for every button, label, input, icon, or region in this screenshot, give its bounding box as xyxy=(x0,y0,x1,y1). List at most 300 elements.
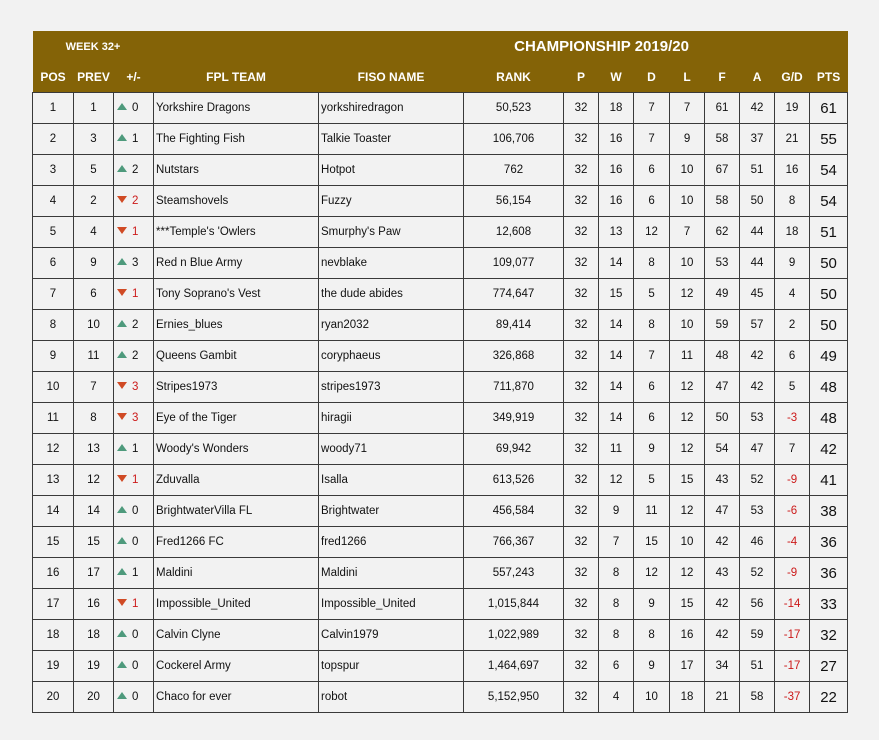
arrow-up-icon xyxy=(117,444,127,451)
rank-cell: 774,647 xyxy=(464,279,564,310)
won-cell: 8 xyxy=(599,558,634,589)
for-cell: 62 xyxy=(705,217,740,248)
goal-diff-cell: -17 xyxy=(775,651,810,682)
move-value: 3 xyxy=(132,256,139,269)
move-value: 1 xyxy=(132,287,139,300)
pos-cell: 14 xyxy=(33,496,74,527)
played-cell: 32 xyxy=(564,93,599,124)
team-cell: Stripes1973 xyxy=(154,372,319,403)
arrow-down-icon xyxy=(117,227,127,234)
table-row xyxy=(33,248,848,279)
played-cell: 32 xyxy=(564,155,599,186)
fiso-name-cell: Brightwater xyxy=(319,496,464,527)
points-cell: 22 xyxy=(810,682,848,713)
points-cell: 42 xyxy=(810,434,848,465)
for-cell: 58 xyxy=(705,124,740,155)
goal-diff-cell: 7 xyxy=(775,434,810,465)
goal-diff-cell: 2 xyxy=(775,310,810,341)
points-cell: 54 xyxy=(810,186,848,217)
pos-cell: 2 xyxy=(33,124,74,155)
rank-cell: 1,015,844 xyxy=(464,589,564,620)
prev-cell: 14 xyxy=(74,496,114,527)
for-cell: 21 xyxy=(705,682,740,713)
table-row xyxy=(33,651,848,682)
fiso-name-cell: the dude abides xyxy=(319,279,464,310)
col-header-prev: PREV xyxy=(74,62,114,93)
table-row xyxy=(33,558,848,589)
table-row xyxy=(33,341,848,372)
drawn-cell: 6 xyxy=(634,186,670,217)
points-cell: 48 xyxy=(810,372,848,403)
pos-cell: 17 xyxy=(33,589,74,620)
against-cell: 53 xyxy=(740,496,775,527)
against-cell: 42 xyxy=(740,341,775,372)
goal-diff-cell: 19 xyxy=(775,93,810,124)
arrow-up-icon xyxy=(117,692,127,699)
against-cell: 42 xyxy=(740,93,775,124)
won-cell: 8 xyxy=(599,620,634,651)
rank-cell: 766,367 xyxy=(464,527,564,558)
team-cell: Impossible_United xyxy=(154,589,319,620)
drawn-cell: 8 xyxy=(634,310,670,341)
against-cell: 44 xyxy=(740,217,775,248)
rank-cell: 109,077 xyxy=(464,248,564,279)
move-value: 2 xyxy=(132,349,139,362)
won-cell: 16 xyxy=(599,186,634,217)
move-value: 0 xyxy=(132,535,139,548)
arrow-down-icon xyxy=(117,196,127,203)
played-cell: 32 xyxy=(564,589,599,620)
goal-diff-cell: 16 xyxy=(775,155,810,186)
arrow-up-icon xyxy=(117,134,127,141)
points-cell: 50 xyxy=(810,248,848,279)
move-cell xyxy=(114,527,154,558)
lost-cell: 7 xyxy=(670,217,705,248)
goal-diff-cell: -37 xyxy=(775,682,810,713)
against-cell: 51 xyxy=(740,155,775,186)
against-cell: 52 xyxy=(740,558,775,589)
move-cell xyxy=(114,589,154,620)
pos-cell: 16 xyxy=(33,558,74,589)
goal-diff-cell: -6 xyxy=(775,496,810,527)
pos-cell: 5 xyxy=(33,217,74,248)
rank-cell: 5,152,950 xyxy=(464,682,564,713)
fiso-name-cell: robot xyxy=(319,682,464,713)
table-row xyxy=(33,682,848,713)
prev-cell: 6 xyxy=(74,279,114,310)
for-cell: 48 xyxy=(705,341,740,372)
prev-cell: 7 xyxy=(74,372,114,403)
played-cell: 32 xyxy=(564,620,599,651)
table-row xyxy=(33,372,848,403)
for-cell: 67 xyxy=(705,155,740,186)
fiso-name-cell: Fuzzy xyxy=(319,186,464,217)
fiso-name-cell: Calvin1979 xyxy=(319,620,464,651)
goal-diff-cell: -4 xyxy=(775,527,810,558)
team-cell: ***Temple's 'Owlers xyxy=(154,217,319,248)
team-cell: Nutstars xyxy=(154,155,319,186)
drawn-cell: 6 xyxy=(634,155,670,186)
fiso-name-cell: hiragii xyxy=(319,403,464,434)
played-cell: 32 xyxy=(564,310,599,341)
won-cell: 7 xyxy=(599,527,634,558)
lost-cell: 10 xyxy=(670,527,705,558)
pos-cell: 13 xyxy=(33,465,74,496)
points-cell: 50 xyxy=(810,279,848,310)
drawn-cell: 7 xyxy=(634,124,670,155)
table-row xyxy=(33,155,848,186)
played-cell: 32 xyxy=(564,558,599,589)
table-row xyxy=(33,186,848,217)
goal-diff-cell: -3 xyxy=(775,403,810,434)
table-row xyxy=(33,403,848,434)
won-cell: 13 xyxy=(599,217,634,248)
fiso-name-cell: woody71 xyxy=(319,434,464,465)
rank-cell: 12,608 xyxy=(464,217,564,248)
fiso-name-cell: Impossible_United xyxy=(319,589,464,620)
lost-cell: 9 xyxy=(670,124,705,155)
goal-diff-cell: 8 xyxy=(775,186,810,217)
for-cell: 50 xyxy=(705,403,740,434)
table-row xyxy=(33,620,848,651)
lost-cell: 12 xyxy=(670,403,705,434)
move-value: 1 xyxy=(132,473,139,486)
points-cell: 50 xyxy=(810,310,848,341)
lost-cell: 15 xyxy=(670,589,705,620)
arrow-up-icon xyxy=(117,165,127,172)
played-cell: 32 xyxy=(564,496,599,527)
lost-cell: 12 xyxy=(670,434,705,465)
goal-diff-cell: 21 xyxy=(775,124,810,155)
move-value: 0 xyxy=(132,659,139,672)
fiso-name-cell: nevblake xyxy=(319,248,464,279)
rank-cell: 711,870 xyxy=(464,372,564,403)
for-cell: 42 xyxy=(705,589,740,620)
points-cell: 33 xyxy=(810,589,848,620)
played-cell: 32 xyxy=(564,217,599,248)
col-header-for: F xyxy=(705,62,740,93)
move-cell xyxy=(114,682,154,713)
column-header-row xyxy=(33,62,848,93)
table-row xyxy=(33,496,848,527)
table-row xyxy=(33,279,848,310)
rank-cell: 89,414 xyxy=(464,310,564,341)
points-cell: 38 xyxy=(810,496,848,527)
prev-cell: 3 xyxy=(74,124,114,155)
team-cell: Yorkshire Dragons xyxy=(154,93,319,124)
arrow-up-icon xyxy=(117,258,127,265)
goal-diff-cell: 5 xyxy=(775,372,810,403)
prev-cell: 19 xyxy=(74,651,114,682)
played-cell: 32 xyxy=(564,124,599,155)
won-cell: 4 xyxy=(599,682,634,713)
against-cell: 37 xyxy=(740,124,775,155)
team-cell: The Fighting Fish xyxy=(154,124,319,155)
drawn-cell: 9 xyxy=(634,589,670,620)
points-cell: 55 xyxy=(810,124,848,155)
rank-cell: 762 xyxy=(464,155,564,186)
rank-cell: 106,706 xyxy=(464,124,564,155)
fiso-name-cell: fred1266 xyxy=(319,527,464,558)
pos-cell: 19 xyxy=(33,651,74,682)
move-cell xyxy=(114,217,154,248)
prev-cell: 20 xyxy=(74,682,114,713)
arrow-down-icon xyxy=(117,599,127,606)
prev-cell: 2 xyxy=(74,186,114,217)
table-row xyxy=(33,589,848,620)
team-cell: Zduvalla xyxy=(154,465,319,496)
lost-cell: 11 xyxy=(670,341,705,372)
move-value: 2 xyxy=(132,163,139,176)
move-cell xyxy=(114,465,154,496)
move-cell xyxy=(114,248,154,279)
for-cell: 49 xyxy=(705,279,740,310)
prev-cell: 11 xyxy=(74,341,114,372)
won-cell: 11 xyxy=(599,434,634,465)
against-cell: 58 xyxy=(740,682,775,713)
arrow-up-icon xyxy=(117,630,127,637)
rank-cell: 349,919 xyxy=(464,403,564,434)
for-cell: 47 xyxy=(705,372,740,403)
prev-cell: 12 xyxy=(74,465,114,496)
lost-cell: 17 xyxy=(670,651,705,682)
rank-cell: 69,942 xyxy=(464,434,564,465)
points-cell: 48 xyxy=(810,403,848,434)
goal-diff-cell: 9 xyxy=(775,248,810,279)
played-cell: 32 xyxy=(564,403,599,434)
against-cell: 53 xyxy=(740,403,775,434)
prev-cell: 4 xyxy=(74,217,114,248)
drawn-cell: 6 xyxy=(634,403,670,434)
rank-cell: 613,526 xyxy=(464,465,564,496)
move-value: 1 xyxy=(132,225,139,238)
fiso-name-cell: yorkshiredragon xyxy=(319,93,464,124)
pos-cell: 11 xyxy=(33,403,74,434)
prev-cell: 13 xyxy=(74,434,114,465)
goal-diff-cell: -9 xyxy=(775,558,810,589)
arrow-down-icon xyxy=(117,413,127,420)
for-cell: 42 xyxy=(705,527,740,558)
move-cell xyxy=(114,620,154,651)
rank-cell: 56,154 xyxy=(464,186,564,217)
lost-cell: 10 xyxy=(670,310,705,341)
move-cell xyxy=(114,496,154,527)
move-value: 3 xyxy=(132,380,139,393)
arrow-down-icon xyxy=(117,475,127,482)
table-title: CHAMPIONSHIP 2019/20 xyxy=(464,31,740,62)
move-cell xyxy=(114,651,154,682)
played-cell: 32 xyxy=(564,186,599,217)
team-cell: Cockerel Army xyxy=(154,651,319,682)
drawn-cell: 8 xyxy=(634,248,670,279)
col-header-pos: POS xyxy=(33,62,74,93)
team-cell: Ernies_blues xyxy=(154,310,319,341)
team-cell: Fred1266 FC xyxy=(154,527,319,558)
arrow-up-icon xyxy=(117,103,127,110)
won-cell: 14 xyxy=(599,341,634,372)
table-row xyxy=(33,124,848,155)
pos-cell: 10 xyxy=(33,372,74,403)
team-cell: BrightwaterVilla FL xyxy=(154,496,319,527)
move-cell xyxy=(114,372,154,403)
team-cell: Red n Blue Army xyxy=(154,248,319,279)
rank-cell: 326,868 xyxy=(464,341,564,372)
won-cell: 18 xyxy=(599,93,634,124)
drawn-cell: 6 xyxy=(634,372,670,403)
prev-cell: 17 xyxy=(74,558,114,589)
won-cell: 12 xyxy=(599,465,634,496)
goal-diff-cell: -17 xyxy=(775,620,810,651)
points-cell: 51 xyxy=(810,217,848,248)
arrow-up-icon xyxy=(117,320,127,327)
title-row xyxy=(33,31,848,62)
lost-cell: 15 xyxy=(670,465,705,496)
team-cell: Tony Soprano's Vest xyxy=(154,279,319,310)
rank-cell: 557,243 xyxy=(464,558,564,589)
lost-cell: 16 xyxy=(670,620,705,651)
drawn-cell: 15 xyxy=(634,527,670,558)
drawn-cell: 7 xyxy=(634,341,670,372)
against-cell: 51 xyxy=(740,651,775,682)
prev-cell: 5 xyxy=(74,155,114,186)
move-value: 2 xyxy=(132,194,139,207)
goal-diff-cell: 4 xyxy=(775,279,810,310)
pos-cell: 15 xyxy=(33,527,74,558)
lost-cell: 10 xyxy=(670,155,705,186)
move-value: 0 xyxy=(132,504,139,517)
fiso-name-cell: stripes1973 xyxy=(319,372,464,403)
team-cell: Queens Gambit xyxy=(154,341,319,372)
against-cell: 45 xyxy=(740,279,775,310)
table-row xyxy=(33,527,848,558)
move-cell xyxy=(114,403,154,434)
for-cell: 58 xyxy=(705,186,740,217)
points-cell: 41 xyxy=(810,465,848,496)
prev-cell: 18 xyxy=(74,620,114,651)
arrow-up-icon xyxy=(117,351,127,358)
lost-cell: 18 xyxy=(670,682,705,713)
rank-cell: 50,523 xyxy=(464,93,564,124)
drawn-cell: 5 xyxy=(634,465,670,496)
lost-cell: 10 xyxy=(670,248,705,279)
for-cell: 61 xyxy=(705,93,740,124)
move-value: 0 xyxy=(132,628,139,641)
fiso-name-cell: Isalla xyxy=(319,465,464,496)
against-cell: 42 xyxy=(740,372,775,403)
prev-cell: 8 xyxy=(74,403,114,434)
arrow-down-icon xyxy=(117,289,127,296)
prev-cell: 10 xyxy=(74,310,114,341)
move-cell xyxy=(114,155,154,186)
won-cell: 16 xyxy=(599,155,634,186)
goal-diff-cell: 18 xyxy=(775,217,810,248)
pos-cell: 9 xyxy=(33,341,74,372)
lost-cell: 12 xyxy=(670,372,705,403)
played-cell: 32 xyxy=(564,434,599,465)
lost-cell: 12 xyxy=(670,558,705,589)
fiso-name-cell: coryphaeus xyxy=(319,341,464,372)
against-cell: 50 xyxy=(740,186,775,217)
drawn-cell: 7 xyxy=(634,93,670,124)
fiso-name-cell: topspur xyxy=(319,651,464,682)
col-header-won: W xyxy=(599,62,634,93)
won-cell: 16 xyxy=(599,124,634,155)
team-cell: Eye of the Tiger xyxy=(154,403,319,434)
drawn-cell: 12 xyxy=(634,217,670,248)
move-value: 0 xyxy=(132,690,139,703)
won-cell: 14 xyxy=(599,403,634,434)
goal-diff-cell: -9 xyxy=(775,465,810,496)
pos-cell: 20 xyxy=(33,682,74,713)
against-cell: 52 xyxy=(740,465,775,496)
against-cell: 47 xyxy=(740,434,775,465)
move-cell xyxy=(114,124,154,155)
for-cell: 43 xyxy=(705,558,740,589)
lost-cell: 12 xyxy=(670,496,705,527)
fiso-name-cell: Smurphy's Paw xyxy=(319,217,464,248)
goal-diff-cell: 6 xyxy=(775,341,810,372)
move-cell xyxy=(114,434,154,465)
table-row xyxy=(33,310,848,341)
won-cell: 14 xyxy=(599,248,634,279)
pos-cell: 12 xyxy=(33,434,74,465)
points-cell: 32 xyxy=(810,620,848,651)
col-header-played: P xyxy=(564,62,599,93)
played-cell: 32 xyxy=(564,372,599,403)
for-cell: 47 xyxy=(705,496,740,527)
points-cell: 49 xyxy=(810,341,848,372)
move-value: 0 xyxy=(132,101,139,114)
fiso-name-cell: Talkie Toaster xyxy=(319,124,464,155)
move-cell xyxy=(114,279,154,310)
arrow-up-icon xyxy=(117,568,127,575)
drawn-cell: 8 xyxy=(634,620,670,651)
league-table xyxy=(32,31,848,713)
team-cell: Calvin Clyne xyxy=(154,620,319,651)
drawn-cell: 10 xyxy=(634,682,670,713)
move-value: 3 xyxy=(132,411,139,424)
for-cell: 59 xyxy=(705,310,740,341)
arrow-up-icon xyxy=(117,537,127,544)
prev-cell: 16 xyxy=(74,589,114,620)
pos-cell: 4 xyxy=(33,186,74,217)
prev-cell: 1 xyxy=(74,93,114,124)
played-cell: 32 xyxy=(564,682,599,713)
col-header-fiso: FISO NAME xyxy=(319,62,464,93)
won-cell: 9 xyxy=(599,496,634,527)
drawn-cell: 11 xyxy=(634,496,670,527)
team-cell: Maldini xyxy=(154,558,319,589)
played-cell: 32 xyxy=(564,465,599,496)
won-cell: 6 xyxy=(599,651,634,682)
pos-cell: 8 xyxy=(33,310,74,341)
against-cell: 44 xyxy=(740,248,775,279)
pos-cell: 1 xyxy=(33,93,74,124)
arrow-down-icon xyxy=(117,382,127,389)
col-header-move: +/- xyxy=(114,62,154,93)
move-value: 1 xyxy=(132,597,139,610)
arrow-up-icon xyxy=(117,661,127,668)
move-value: 1 xyxy=(132,566,139,579)
drawn-cell: 5 xyxy=(634,279,670,310)
move-cell xyxy=(114,558,154,589)
won-cell: 8 xyxy=(599,589,634,620)
lost-cell: 12 xyxy=(670,279,705,310)
points-cell: 54 xyxy=(810,155,848,186)
prev-cell: 9 xyxy=(74,248,114,279)
against-cell: 59 xyxy=(740,620,775,651)
move-cell xyxy=(114,310,154,341)
